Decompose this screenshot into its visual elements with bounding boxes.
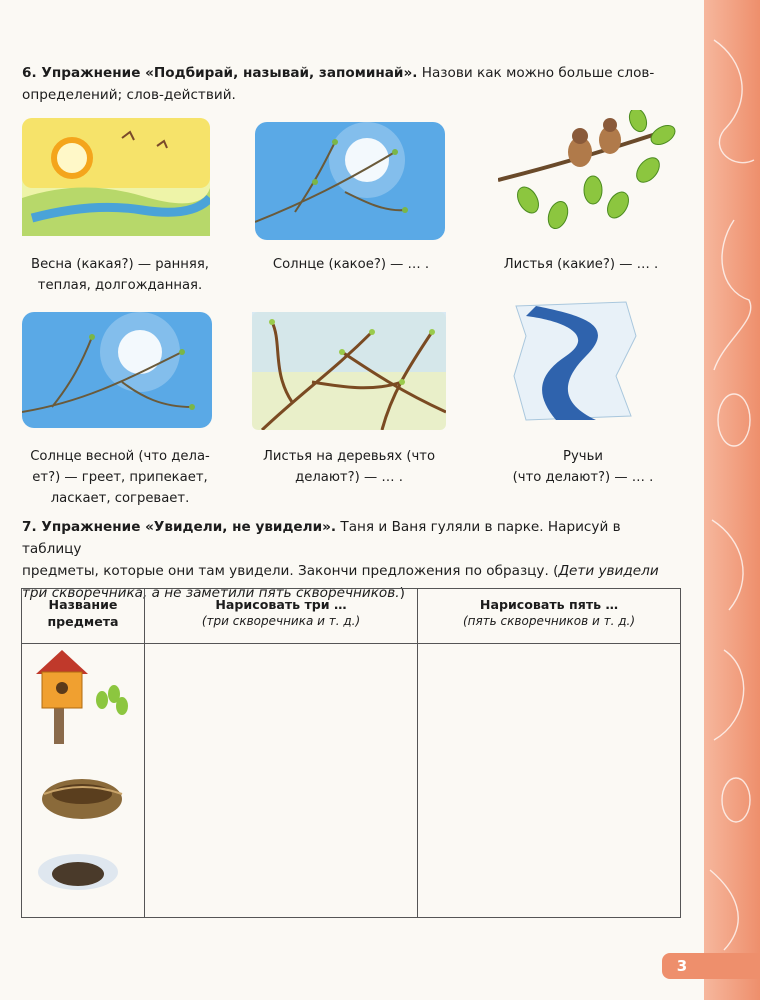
exercise-6-text-line2: определений; слов-действий.: [22, 87, 236, 103]
exercise-6-text-line1: Назови как можно больше слов-: [421, 65, 655, 81]
page-number-bar: [702, 953, 760, 979]
caption-spring-line2: теплая, долгожданная.: [37, 278, 203, 293]
caption-sun-spring-line3: ласкает, согревает.: [50, 491, 190, 506]
table-header-five-title: Нарисовать пять …: [479, 597, 619, 612]
table-header-three: [145, 589, 418, 644]
drawing-table: [21, 588, 681, 918]
caption-tree-leaves-line1: Листья на деревьях (что: [262, 449, 436, 464]
table-items-cell: [22, 644, 145, 918]
items-illustrations: [22, 644, 142, 914]
table-header-three-title: Нарисовать три …: [215, 597, 347, 612]
exercise-7-number: 7.: [22, 519, 37, 535]
exercise-7-text-line2: предметы, которые они там увидели. Закончи предложения по образцу. (: [22, 563, 559, 579]
sun-branch-picture: [255, 122, 445, 240]
caption-tree-leaves-line2: делают?) — … .: [295, 470, 403, 485]
floral-pattern-icon: [704, 0, 760, 1000]
exercise-7-example-b: три скворечника, а не заметили пять скворечников.: [22, 585, 400, 601]
caption-leaves: Листья (какие?) — … .: [503, 257, 659, 272]
exercise-7-close-paren: ): [399, 585, 405, 601]
caption-sun: Солнце (какое?) — … .: [272, 257, 430, 272]
caption-sun-spring: [15, 446, 225, 509]
caption-streams-line1: Ручьи: [563, 449, 603, 464]
table-draw-five-cell[interactable]: [418, 644, 681, 918]
caption-streams: [478, 446, 688, 488]
table-draw-three-cell[interactable]: [145, 644, 418, 918]
exercise-6-text: [22, 62, 682, 106]
birdhouse-icon: [36, 650, 128, 744]
exercise-6-number: 6.: [22, 65, 37, 81]
table-header-three-sub: (три скворечника и т. д.): [201, 614, 361, 628]
spring-landscape-picture: [22, 118, 210, 236]
exercise-7-text-line1: Таня и Ваня гуляли в парке. Нарисуй в таблицу: [22, 519, 621, 557]
exercise-6-title: Упражнение «Подбирай, называй, запоминай».: [41, 65, 418, 81]
page-number: 3: [662, 953, 702, 979]
table-header-name: [22, 589, 145, 644]
birds-on-branch-picture: [498, 110, 682, 240]
exercise-7-example-a: Дети увидели: [558, 563, 659, 579]
stream-picture: [506, 296, 646, 424]
caption-spring-line1: Весна (какая?) — ранняя,: [31, 257, 209, 272]
exercise-7-title: Упражнение «Увидели, не увидели».: [41, 519, 337, 535]
caption-sun-spring-line1: Солнце весной (что дела-: [30, 449, 210, 464]
table-header-five: [418, 589, 681, 644]
table-header-five-sub: (пять скворечников и т. д.): [462, 614, 636, 628]
table-header-name-line2: предмета: [47, 614, 119, 629]
caption-spring: [15, 254, 225, 296]
table-header-name-line1: Название: [48, 597, 118, 612]
sun-spring-picture: [22, 312, 212, 428]
caption-streams-line2: (что делают?) — … .: [512, 470, 654, 485]
burrow-icon: [38, 854, 118, 890]
caption-sun-spring-line2: ет?) — греет, припекает,: [32, 470, 208, 485]
caption-tree-leaves: [244, 446, 454, 488]
decorative-sidebar: [704, 0, 760, 1000]
tree-branches-picture: [252, 312, 446, 430]
nest-icon: [42, 779, 122, 819]
